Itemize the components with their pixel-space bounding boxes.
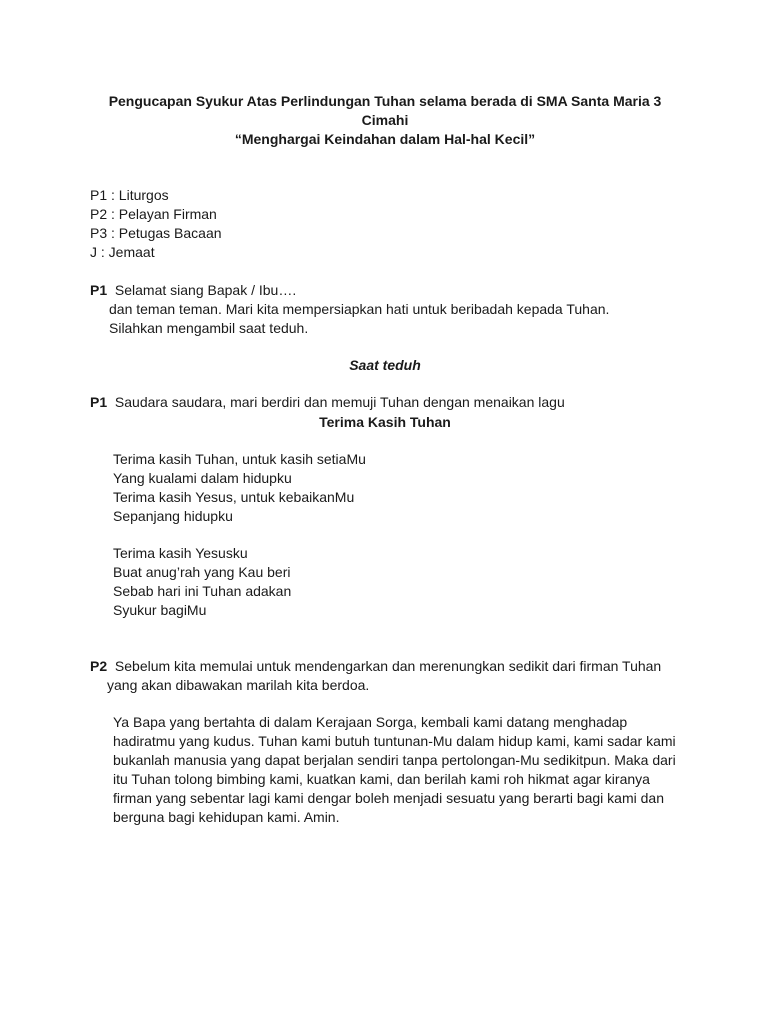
- prayer-line3: bukanlah manusia yang dapat berjalan sendiri tanpa pertolongan-Mu sedikitpun. Maka dari: [113, 752, 676, 768]
- song-verse2-line1: Terima kasih Yesusku: [113, 545, 248, 561]
- song-verse1-line2: Yang kualami dalam hidupku: [113, 470, 292, 486]
- section1-line1: [90, 281, 296, 300]
- section1-text: Selamat siang Bapak / Ibu….: [114, 282, 297, 298]
- prayer-line1: Ya Bapa yang bertahta di dalam Kerajaan Sorga, kembali kami datang menghadap: [113, 714, 628, 730]
- prayer-line2: hadiratmu yang kudus. Tuhan kami butuh tuntunan-Mu dalam hidup kami, kami sadar kami: [113, 733, 676, 749]
- song-title: Terima Kasih Tuhan: [319, 414, 451, 430]
- section1-line3: Silahkan mengambil saat teduh.: [109, 320, 309, 336]
- role-p3: P3 : Petugas Bacaan: [90, 225, 222, 241]
- document-title-line2: Cimahi: [361, 112, 409, 128]
- saat-teduh-heading: Saat teduh: [349, 357, 421, 373]
- role-p2: P2 : Pelayan Firman: [90, 206, 217, 222]
- document-title-line1: Pengucapan Syukur Atas Perlindungan Tuhan selama berada di SMA Santa Maria 3: [108, 93, 662, 109]
- role-p1: P1 : Liturgos: [90, 187, 169, 203]
- song-verse2-line3: Sebab hari ini Tuhan adakan: [113, 583, 292, 599]
- role-j: J : Jemaat: [90, 244, 155, 260]
- document-subtitle: “Menghargai Keindahan dalam Hal-hal Kecil”: [234, 131, 536, 147]
- section2-line1: [90, 393, 565, 412]
- prayer-line6: berguna bagi kehidupan kami. Amin.: [113, 809, 340, 825]
- speaker-label: P1: [90, 394, 108, 410]
- speaker-label: P1: [90, 282, 108, 298]
- prayer-line5: firman yang sebentar lagi kami dengar boleh menjadi sesuatu yang berarti bagi kami dan: [113, 790, 664, 806]
- song-verse1-line3: Terima kasih Yesus, untuk kebaikanMu: [113, 489, 355, 505]
- song-verse1-line1: Terima kasih Tuhan, untuk kasih setiaMu: [113, 451, 366, 467]
- section3-line1: [90, 657, 661, 676]
- section3-line2: yang akan dibawakan marilah kita berdoa.: [107, 677, 370, 693]
- section3-text: Sebelum kita memulai untuk mendengarkan dan merenungkan sedikit dari firman Tuhan: [114, 658, 662, 674]
- song-verse2-line2: Buat anug’rah yang Kau beri: [113, 564, 291, 580]
- section2-text: Saudara saudara, mari berdiri dan memuji Tuhan dengan menaikan lagu: [114, 394, 565, 410]
- song-verse2-line4: Syukur bagiMu: [113, 602, 207, 618]
- prayer-line4: itu Tuhan tolong bimbing kami, kuatkan kami, dan berilah kami roh hikmat agar kiranya: [113, 771, 650, 787]
- speaker-label: P2: [90, 658, 108, 674]
- song-verse1-line4: Sepanjang hidupku: [113, 508, 233, 524]
- section1-line2: dan teman teman. Mari kita mempersiapkan hati untuk beribadah kepada Tuhan.: [109, 301, 610, 317]
